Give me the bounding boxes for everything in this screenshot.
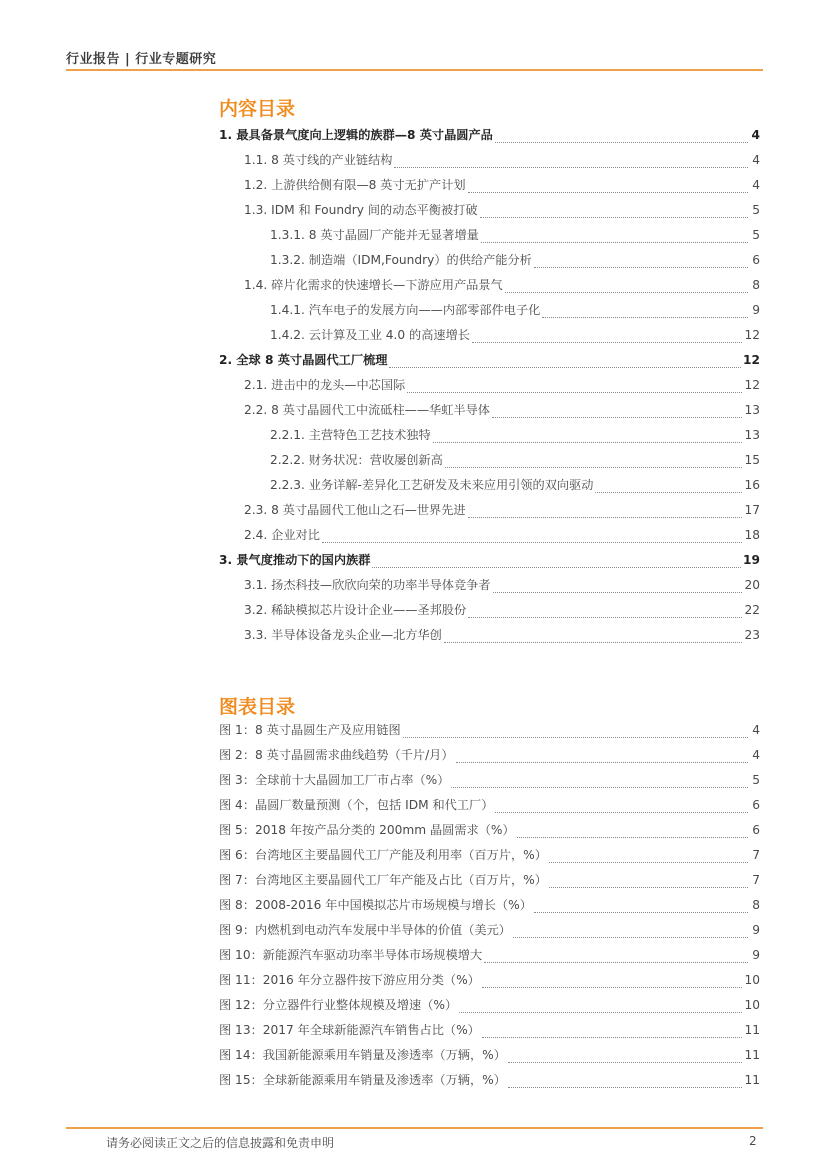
entry-page: 4 [752,748,760,762]
figure-entry[interactable] [219,946,760,971]
figure-entry[interactable] [219,821,760,846]
contents-title: 内容目录 [219,98,296,120]
dot-leader [484,962,748,963]
entry-page: 17 [744,503,760,517]
entry-title: 图 9：内燃机到电动汽车发展中半导体的价值（美元） [219,923,511,937]
entry-page: 12 [744,328,760,342]
dot-leader [482,1037,743,1038]
entry-title: 图 4：晶圆厂数量预测（个，包括 IDM 和代工厂） [219,798,494,812]
entry-page: 5 [752,203,760,217]
dot-leader [459,1012,742,1013]
entry-page: 23 [744,628,760,642]
dot-leader [403,737,748,738]
figure-entry[interactable] [219,996,760,1021]
dot-leader [549,887,748,888]
entry-title: 2. 全球 8 英寸晶圆代工厂梳理 [219,353,388,367]
entry-page: 11 [744,1073,760,1087]
entry-title: 2.2.2. 财务状况：营收屡创新高 [270,453,443,467]
entry-title: 1.1. 8 英寸线的产业链结构 [244,153,393,167]
figures-list [219,721,760,1096]
entry-page: 22 [744,603,760,617]
dot-leader [372,567,741,568]
entry-page: 16 [744,478,760,492]
dot-leader [444,642,743,643]
entry-page: 7 [752,848,760,862]
report-header: 行业报告 | 行业专题研究 [66,52,217,67]
figures-title: 图表目录 [219,696,296,718]
dot-leader [492,417,743,418]
entry-title: 图 13：2017 年全球新能源汽车销售占比（%） [219,1023,480,1037]
dot-leader [445,467,743,468]
dot-leader [389,367,741,368]
header-divider [66,69,763,71]
entry-page: 8 [752,278,760,292]
dot-leader [495,812,748,813]
dot-leader [493,592,743,593]
entry-title: 1.2. 上游供给侧有限—8 英寸无扩产计划 [244,178,466,192]
footer-disclaimer: 请务必阅读正文之后的信息披露和免责申明 [106,1136,335,1150]
dot-leader [517,837,748,838]
entry-page: 11 [744,1048,760,1062]
toc-entry[interactable] [219,401,760,426]
entry-page: 12 [744,378,760,392]
toc-entry[interactable] [219,426,760,451]
entry-page: 15 [744,453,760,467]
toc-entry[interactable] [219,576,760,601]
entry-page: 4 [752,723,760,737]
toc-entry[interactable] [219,176,760,201]
dot-leader [508,1087,743,1088]
toc-entry[interactable] [219,351,760,376]
footer-divider [66,1127,763,1129]
dot-leader [508,1062,743,1063]
figure-entry[interactable] [219,846,760,871]
toc-entry[interactable] [219,276,760,301]
figure-entry[interactable] [219,771,760,796]
dot-leader [322,542,743,543]
entry-title: 3.3. 半导体设备龙头企业—北方华创 [244,628,442,642]
entry-title: 1.4.1. 汽车电子的发展方向——内部零部件电子化 [270,303,541,317]
entry-title: 图 8：2008-2016 年中国模拟芯片市场规模与增长（%） [219,898,532,912]
toc-entry[interactable] [219,326,760,351]
dot-leader [456,762,748,763]
entry-title: 1.3. IDM 和 Foundry 间的动态平衡被打破 [244,203,478,217]
toc-entry[interactable] [219,376,760,401]
dot-leader [468,192,748,193]
page-number: 2 [749,1134,757,1148]
figure-entry[interactable] [219,1071,760,1096]
entry-title: 图 12：分立器件行业整体规模及增速（%） [219,998,458,1012]
toc-entry[interactable] [219,201,760,226]
dot-leader [451,787,748,788]
toc-entry[interactable] [219,526,760,551]
entry-page: 9 [752,303,760,317]
toc-entry[interactable] [219,501,760,526]
entry-title: 2.3. 8 英寸晶圆代工他山之石—世界先进 [244,503,466,517]
entry-title: 图 5：2018 年按产品分类的 200mm 晶圆需求（%） [219,823,515,837]
entry-page: 9 [752,948,760,962]
dot-leader [549,862,748,863]
entry-page: 8 [752,898,760,912]
figure-entry[interactable] [219,871,760,896]
dot-leader [534,912,748,913]
figure-entry[interactable] [219,796,760,821]
entry-title: 2.2.1. 主营特色工艺技术独特 [270,428,431,442]
figure-entry[interactable] [219,971,760,996]
toc-entry[interactable] [219,601,760,626]
dot-leader [495,142,748,143]
entry-title: 2.1. 进击中的龙头—中芯国际 [244,378,406,392]
entry-title: 2.4. 企业对比 [244,528,320,542]
dot-leader [513,937,748,938]
dot-leader [480,217,748,218]
figure-entry[interactable] [219,896,760,921]
entry-page: 12 [743,353,760,367]
toc-entry[interactable] [219,251,760,276]
entry-title: 1.3.1. 8 英寸晶圆厂产能并无显著增量 [270,228,479,242]
entry-page: 6 [752,253,760,267]
figure-entry[interactable] [219,721,760,746]
entry-title: 1.3.2. 制造端（IDM,Foundry）的供给产能分析 [270,253,532,267]
entry-title: 1. 最具备景气度向上逻辑的族群—8 英寸晶圆产品 [219,128,493,142]
entry-title: 图 11：2016 年分立器件按下游应用分类（%） [219,973,480,987]
figure-entry[interactable] [219,1021,760,1046]
dot-leader [433,442,743,443]
dot-leader [595,492,742,493]
toc-entry[interactable] [219,226,760,251]
entry-page: 11 [744,1023,760,1037]
entry-page: 13 [744,428,760,442]
dot-leader [468,517,743,518]
contents-list [219,126,760,651]
entry-title: 图 14：我国新能源乘用车销量及渗透率（万辆，%） [219,1048,506,1062]
entry-title: 3. 景气度推动下的国内族群 [219,553,371,567]
entry-title: 图 3：全球前十大晶圆加工厂市占率（%） [219,773,450,787]
toc-entry[interactable] [219,551,760,576]
toc-entry[interactable] [219,476,760,501]
entry-title: 1.4.2. 云计算及工业 4.0 的高速增长 [270,328,470,342]
dot-leader [542,317,748,318]
figure-entry[interactable] [219,921,760,946]
dot-leader [481,242,748,243]
toc-entry[interactable] [219,126,760,151]
entry-page: 5 [752,228,760,242]
entry-page: 19 [743,553,760,567]
entry-page: 9 [752,923,760,937]
entry-page: 4 [751,128,760,142]
entry-title: 图 15：全球新能源乘用车销量及渗透率（万辆，%） [219,1073,506,1087]
dot-leader [394,167,748,168]
entry-title: 图 10：新能源汽车驱动功率半导体市场规模增大 [219,948,483,962]
dot-leader [505,292,748,293]
dot-leader [407,392,742,393]
entry-page: 18 [744,528,760,542]
figure-entry[interactable] [219,1046,760,1071]
entry-title: 图 2：8 英寸晶圆需求曲线趋势（千片/月） [219,748,454,762]
entry-title: 2.2. 8 英寸晶圆代工中流砥柱——华虹半导体 [244,403,490,417]
entry-page: 7 [752,873,760,887]
entry-title: 2.2.3. 业务详解-差异化工艺研发及未来应用引领的双向驱动 [270,478,594,492]
toc-entry[interactable] [219,301,760,326]
toc-entry[interactable] [219,151,760,176]
dot-leader [534,267,748,268]
entry-title: 1.4. 碎片化需求的快速增长—下游应用产品景气 [244,278,503,292]
entry-page: 13 [744,403,760,417]
entry-page: 4 [752,153,760,167]
entry-title: 图 7：台湾地区主要晶圆代工厂年产能及占比（百万片，%） [219,873,547,887]
entry-page: 10 [744,973,760,987]
entry-page: 20 [744,578,760,592]
dot-leader [472,342,743,343]
entry-title: 3.2. 稀缺模拟芯片设计企业——圣邦股份 [244,603,467,617]
dot-leader [482,987,743,988]
entry-title: 图 1：8 英寸晶圆生产及应用链图 [219,723,401,737]
entry-title: 图 6：台湾地区主要晶圆代工厂产能及利用率（百万片，%） [219,848,547,862]
entry-page: 10 [744,998,760,1012]
toc-entry[interactable] [219,626,760,651]
entry-page: 6 [752,798,760,812]
toc-entry[interactable] [219,451,760,476]
entry-page: 4 [752,178,760,192]
figure-entry[interactable] [219,746,760,771]
entry-page: 6 [752,823,760,837]
entry-page: 5 [752,773,760,787]
entry-title: 3.1. 扬杰科技—欣欣向荣的功率半导体竞争者 [244,578,491,592]
dot-leader [468,617,742,618]
